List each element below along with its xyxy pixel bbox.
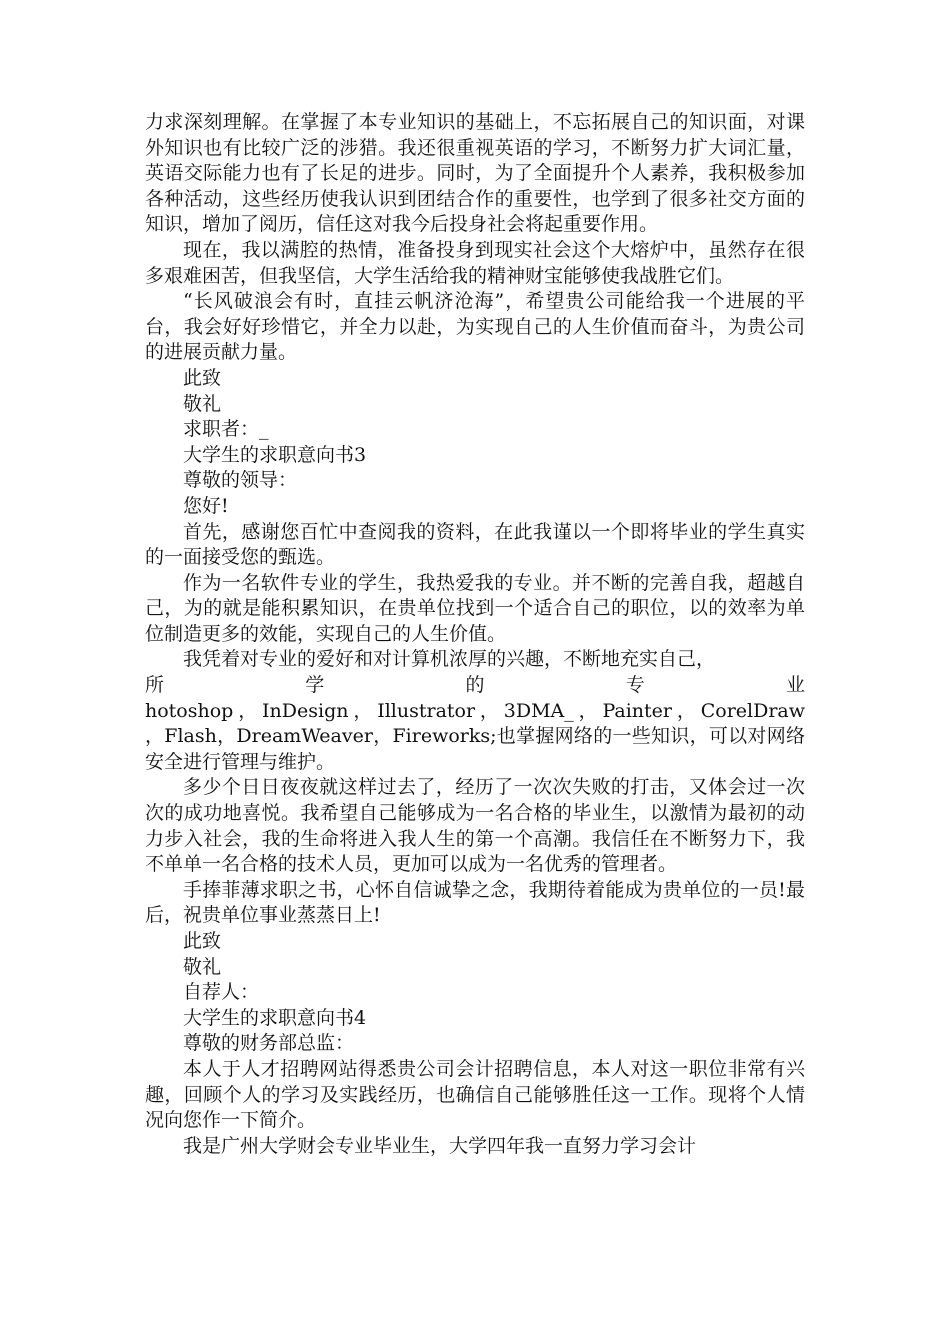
paragraph-closing-wish: 手捧菲薄求职之书，心怀自信诚挚之念，我期待着能成为贵单位的一员!最后，祝贵单位事业蒸蒸日上! <box>145 878 805 927</box>
paragraph-graduate-intro: 我是广州大学财会专业毕业生，大学四年我一直努力学习会计 <box>183 1134 697 1157</box>
closing-jingli-2: 敬礼 <box>183 955 222 978</box>
signature-self-recommender: 自荐人： <box>183 981 260 1004</box>
paragraph-major: 作为一名软件专业的学生，我热爱我的专业。并不断的完善自我，超越自己，为的就是能积累知识，在贵单位找到一个适合自己的职位，以的效率为单位制造更多的效能，实现自己的人生价值。 <box>145 571 805 645</box>
paragraph-learned-line: 所 学 的 专 业 <box>145 674 805 697</box>
greeting: 您好! <box>183 494 229 517</box>
salutation-leader: 尊敬的领导： <box>183 469 298 492</box>
closing-jingli: 敬礼 <box>183 392 222 415</box>
paragraph-interest: 我凭着对专业的爱好和对计算机浓厚的兴趣，不断地充实自己， <box>183 648 716 671</box>
document-body <box>145 110 805 1159</box>
paragraph-software-list: hotoshop，InDesign，Illustrator，3DMA_，Painter，CorelDraw <box>145 699 805 722</box>
closing-cizhi: 此致 <box>183 366 222 389</box>
paragraph-network-skills: ，Flash，DreamWeaver，Fireworks;也掌握网络的一些知识，可以对网络安全进行管理与维护。 <box>145 725 805 773</box>
signature-applicant: 求职者：_ <box>183 418 269 441</box>
paragraph-study-continuation: 力求深刻理解。在掌握了本专业知识的基础上，不忘拓展自己的知识面，对课外知识也有比较广泛的涉猎。我还很重视英语的学习，不断努力扩大词汇量，英语交际能力也有了长足的进步。同时，为了全面提升个人素养，我积极参加各种活动，这些经历使我认识到团结合作的重要性，也学到了很多社交方面的知识，增加了阅历，信任这对我今后投身社会将起重要作用。 <box>145 111 805 236</box>
paragraph-days-nights: 多少个日日夜夜就这样过去了，经历了一次次失败的打击，又体会过一次次的成功地喜悦。我希望自己能够成为一名合格的毕业生，以激情为最初的动力步入社会，我的生命将进入我人生的第一个高潮。我信任在不断努力下，我不单单一名合格的技术人员，更加可以成为一名优秀的管理者。 <box>145 776 805 876</box>
paragraph-recruitment-info: 本人于人才招聘网站得悉贵公司会计招聘信息，本人对这一职位非常有兴趣，回顾个人的学习及实践经历，也确信自己能够胜任这一工作。现将个人情况向您作一下简介。 <box>145 1057 805 1132</box>
paragraph-enthusiasm: 现在，我以满腔的热情，准备投身到现实社会这个大熔炉中，虽然存在很多艰难困苦，但我坚信，大学生活给我的精神财宝能够使我战胜它们。 <box>145 238 805 287</box>
paragraph-quote: “长风破浪会有时，直挂云帆济沧海”，希望贵公司能给我一个进展的平台，我会好好珍惜它，并全力以赴，为实现自己的人生价值而奋斗，为贵公司的进展贡献力量。 <box>145 290 805 364</box>
section-title-3: 大学生的求职意向书3 <box>183 443 367 466</box>
paragraph-thanks: 首先，感谢您百忙中查阅我的资料，在此我谨以一个即将毕业的学生真实的一面接受您的甄选。 <box>145 520 805 569</box>
salutation-finance-director: 尊敬的财务部总监： <box>183 1032 355 1055</box>
section-title-4: 大学生的求职意向书4 <box>183 1006 367 1029</box>
closing-cizhi-2: 此致 <box>183 930 222 952</box>
